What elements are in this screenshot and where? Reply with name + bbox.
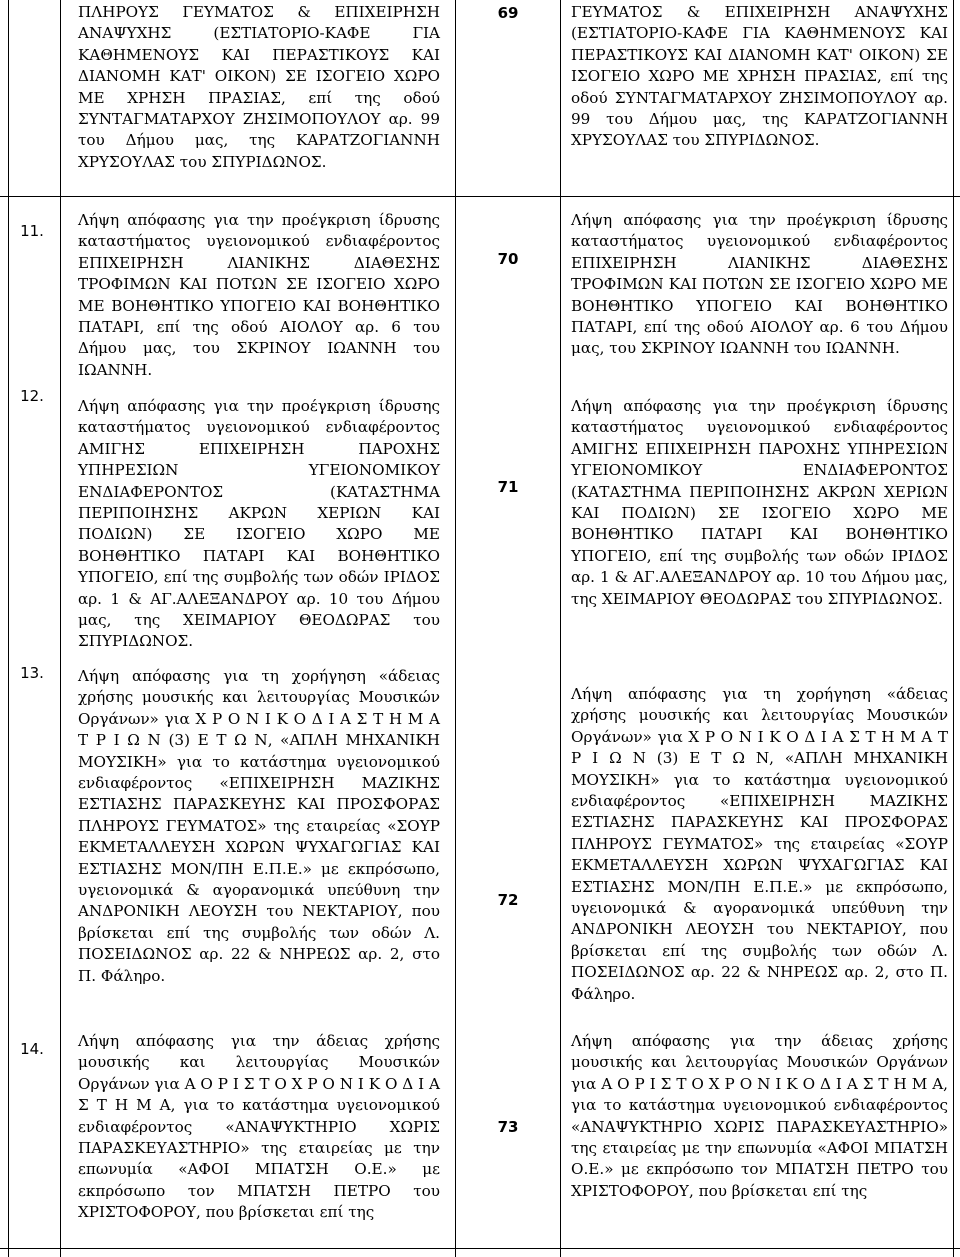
row-divider-1 (0, 196, 960, 197)
item-text-right: Λήψη απόφασης για την άδειας χρήσης μουσικής και λειτουργίας Μουσικών Οργάνων για Α Ο Ρ Ι Σ Τ Ο Χ Ρ Ο Ν Ι Κ Ο Δ Ι Α Σ Τ Η Μ Α, για το κατάστημα υγειονομικού ενδιαφέροντος «ΑΝΑΨΥΚΤΗΡΙΟ ΧΩΡΙΣ ΠΑΡΑΣΚΕΥΑΣΤΗΡΙΟ» της εταιρείας με την επωνυμία «ΑΦΟΙ ΜΠΑΤΣΗ Ο.Ε.» με εκπρόσωπο τον ΜΠΑΤΣΗ ΠΕΤΡΟ του ΧΡΙΣΤΟΦΟΡΟΥ, που βρίσκεται επί της (571, 1032, 948, 1200)
item-text-right: Λήψη απόφασης για τη χορήγηση «άδειας χρήσης μουσικής και λειτουργίας Μουσικών Οργάνων» για Χ Ρ Ο Ν Ι Κ Ο Δ Ι Α Σ Τ Η Μ Α Τ Ρ Ι Ω Ν (3) Ε Τ Ω Ν, «ΑΠΛΗ ΜΗΧΑΝΙΚΗ ΜΟΥΣΙΚΗ» για το κατάστημα υγειονομικού ενδιαφέροντος «ΕΠΙΧΕΙΡΗΣΗ ΜΑΖΙΚΗΣ ΕΣΤΙΑΣΗΣ ΠΑΡΑΣΚΕΥΗΣ ΚΑΙ ΠΡΟΣΦΟΡΑΣ ΠΛΗΡΟΥΣ ΓΕΥΜΑΤΟΣ» της εταιρείας «ΣΟΥΡ ΕΚΜΕΤΑΛΛΕΥΣΗ ΧΩΡΩΝ ΨΥΧΑΓΩΓΙΑΣ ΚΑΙ ΕΣΤΙΑΣΗΣ ΜΟΝ/ΠΗ Ε.Π.Ε.» με εκπρόσωπο, υγειονομικά & αγορανομικά υπεύθυνη την ΑΝΔΡΟΝΙΚΗ ΛΕΟΥΣΗ του ΝΕΚΤΑΡΙΟΥ, που βρίσκεται επί της συμβολής των οδών Λ. ΠΟΣΕΙΔΩΝΟΣ αρ. 22 & ΝΗΡΕΩΣ αρ. 2, στο Π. Φάληρο. (571, 685, 948, 1003)
item-text-right: Λήψη απόφασης για την προέγκριση ίδρυσης καταστήματος υγειονομικού ενδιαφέροντος ΕΠΙΧΕΙΡΗΣΗ ΛΙΑΝΙΚΗΣ ΔΙΑΘΕΣΗΣ ΤΡΟΦΙΜΩΝ ΚΑΙ ΠΟΤΩΝ ΣΕ ΙΣΟΓΕΙΟ ΧΩΡΟ ΜΕ ΒΟΗΘΗΤΙΚΟ ΥΠΟΓΕΙΟ ΚΑΙ ΒΟΗΘΗΤΙΚΟ ΠΑΤΑΡΙ, επί της οδού ΑΙΟΛΟΥ αρ. 6 του Δήμου μας, του ΣΚΡΙΝΟΥ ΙΩΑΝΝΗ του ΙΩΑΝΝΗ. (571, 211, 948, 358)
item-number: 13. (20, 664, 44, 682)
item-text-right: Λήψη απόφασης για την προέγκριση ίδρυσης καταστήματος υγειονομικού ενδιαφέροντος ΑΜΙΓΗΣ ΕΠΙΧΕΙΡΗΣΗ ΠΑΡΟΧΗΣ ΥΠΗΡΕΣΙΩΝ ΥΓΕΙΟΝΟΜΙΚΟΥ ΕΝΔΙΑΦΕΡΟΝΤΟΣ (ΚΑΤΑΣΤΗΜΑ ΠΕΡΙΠΟΙΗΣΗΣ ΑΚΡΩΝ ΧΕΡΙΩΝ ΚΑΙ ΠΟΔΙΩΝ) ΣΕ ΙΣΟΓΕΙΟ ΧΩΡΟ ΜΕ ΒΟΗΘΗΤΙΚΟ ΠΑΤΑΡΙ ΚΑΙ ΒΟΗΘΗΤΙΚΟ ΥΠΟΓΕΙΟ, επί της συμβολής των οδών ΙΡΙΔΟΣ αρ. 1 & ΑΓ.ΑΛΕΞΑΝΔΡΟΥ αρ. 10 του Δήμου μας, της ΧΕΙΜΑΡΙΟΥ ΘΕΟΔΩΡΑΣ του ΣΠΥΡΙΔΩΝΟΣ. (571, 397, 948, 608)
decision-number: 71 (497, 478, 519, 496)
decision-number: 72 (497, 891, 519, 909)
item-text-right: ΓΕΥΜΑΤΟΣ & ΕΠΙΧΕΙΡΗΣΗ ΑΝΑΨΥΧΗΣ (ΕΣΤΙΑΤΟΡΙΟ-ΚΑΦΕ ΓΙΑ ΚΑΘΗΜΕΝΟΥΣ ΚΑΙ ΠΕΡΑΣΤΙΚΟΥΣ ΚΑΙ ΔΙΑΝΟΜΗ ΚΑΤ' ΟΙΚΟΝ) ΣΕ ΙΣΟΓΕΙΟ ΧΩΡΟ ΜΕ ΧΡΗΣΗ ΠΡΑΣΙΑΣ, επί της οδού ΣΥΝΤΑΓΜΑΤΑΡΧΟΥ ΖΗΣΙΜΟΠΟΥΛΟΥ αρ. 99 του Δήμου μας, της ΚΑΡΑΤΖΟΓΙΑΝΝΗ ΧΡΥΣΟΥΛΑΣ του ΣΠΥΡΙΔΩΝΟΣ. (571, 3, 948, 150)
column-divider-2 (455, 0, 456, 1257)
item-number: 14. (20, 1040, 44, 1058)
column-divider-1 (60, 0, 61, 1257)
table-border-right (953, 0, 954, 1257)
item-text-left: Λήψη απόφασης για την προέγκριση ίδρυσης καταστήματος υγειονομικού ενδιαφέροντος ΑΜΙΓΗΣ ΕΠΙΧΕΙΡΗΣΗ ΠΑΡΟΧΗΣ ΥΠΗΡΕΣΙΩΝ ΥΓΕΙΟΝΟΜΙΚΟΥ ΕΝΔΙΑΦΕΡΟΝΤΟΣ (ΚΑΤΑΣΤΗΜΑ ΠΕΡΙΠΟΙΗΣΗΣ ΑΚΡΩΝ ΧΕΡΙΩΝ ΚΑΙ ΠΟΔΙΩΝ) ΣΕ ΙΣΟΓΕΙΟ ΧΩΡΟ ΜΕ ΒΟΗΘΗΤΙΚΟ ΠΑΤΑΡΙ ΚΑΙ ΒΟΗΘΗΤΙΚΟ ΥΠΟΓΕΙΟ, επί της συμβολής των οδών ΙΡΙΔΟΣ αρ. 1 & ΑΓ.ΑΛΕΞΑΝΔΡΟΥ αρ. 10 του Δήμου μας, της ΧΕΙΜΑΡΙΟΥ ΘΕΟΔΩΡΑΣ του ΣΠΥΡΙΔΩΝΟΣ. (78, 397, 440, 651)
decision-number: 70 (497, 250, 519, 268)
table-border-bottom (0, 1248, 960, 1249)
item-text-left: Λήψη απόφασης για την προέγκριση ίδρυσης καταστήματος υγειονομικού ενδιαφέροντος ΕΠΙΧΕΙΡΗΣΗ ΛΙΑΝΙΚΗΣ ΔΙΑΘΕΣΗΣ ΤΡΟΦΙΜΩΝ ΚΑΙ ΠΟΤΩΝ ΣΕ ΙΣΟΓΕΙΟ ΧΩΡΟ ΜΕ ΒΟΗΘΗΤΙΚΟ ΥΠΟΓΕΙΟ ΚΑΙ ΒΟΗΘΗΤΙΚΟ ΠΑΤΑΡΙ, επί της οδού ΑΙΟΛΟΥ αρ. 6 του Δήμου μας, του ΣΚΡΙΝΟΥ ΙΩΑΝΝΗ του ΙΩΑΝΝΗ. (78, 211, 440, 379)
item-text-left: Λήψη απόφασης για τη χορήγηση «άδειας χρήσης μουσικής και λειτουργίας Μουσικών Οργάνων» για Χ Ρ Ο Ν Ι Κ Ο Δ Ι Α Σ Τ Η Μ Α Τ Ρ Ι Ω Ν (3) Ε Τ Ω Ν, «ΑΠΛΗ ΜΗΧΑΝΙΚΗ ΜΟΥΣΙΚΗ» για το κατάστημα υγειονομικού ενδιαφέροντος «ΕΠΙΧΕΙΡΗΣΗ ΜΑΖΙΚΗΣ ΕΣΤΙΑΣΗΣ ΠΑΡΑΣΚΕΥΗΣ ΚΑΙ ΠΡΟΣΦΟΡΑΣ ΠΛΗΡΟΥΣ ΓΕΥΜΑΤΟΣ» της εταιρείας «ΣΟΥΡ ΕΚΜΕΤΑΛΛΕΥΣΗ ΧΩΡΩΝ ΨΥΧΑΓΩΓΙΑΣ ΚΑΙ ΕΣΤΙΑΣΗΣ ΜΟΝ/ΠΗ Ε.Π.Ε.» με εκπρόσωπο, υγειονομικά & αγορανομικά υπεύθυνη την ΑΝΔΡΟΝΙΚΗ ΛΕΟΥΣΗ του ΝΕΚΤΑΡΙΟΥ, που βρίσκεται επί της συμβολής των οδών Λ. ΠΟΣΕΙΔΩΝΟΣ αρ. 22 & ΝΗΡΕΩΣ αρ. 2, στο Π. Φάληρο. (78, 667, 440, 985)
decision-number: 69 (497, 4, 519, 22)
column-divider-3 (560, 0, 561, 1257)
item-text-left: ΠΛΗΡΟΥΣ ΓΕΥΜΑΤΟΣ & ΕΠΙΧΕΙΡΗΣΗ ΑΝΑΨΥΧΗΣ (ΕΣΤΙΑΤΟΡΙΟ-ΚΑΦΕ ΓΙΑ ΚΑΘΗΜΕΝΟΥΣ ΚΑΙ ΠΕΡΑΣΤΙΚΟΥΣ ΚΑΙ ΔΙΑΝΟΜΗ ΚΑΤ' ΟΙΚΟΝ) ΣΕ ΙΣΟΓΕΙΟ ΧΩΡΟ ΜΕ ΧΡΗΣΗ ΠΡΑΣΙΑΣ, επί της οδού ΣΥΝΤΑΓΜΑΤΑΡΧΟΥ ΖΗΣΙΜΟΠΟΥΛΟΥ αρ. 99 του Δήμου μας, της ΚΑΡΑΤΖΟΓΙΑΝΝΗ ΧΡΥΣΟΥΛΑΣ του ΣΠΥΡΙΔΩΝΟΣ. (78, 3, 440, 171)
decision-number: 73 (497, 1118, 519, 1136)
item-number: 11. (20, 222, 44, 240)
item-number: 12. (20, 387, 44, 405)
item-text-left: Λήψη απόφασης για την άδειας χρήσης μουσικής και λειτουργίας Μουσικών Οργάνων για Α Ο Ρ Ι Σ Τ Ο Χ Ρ Ο Ν Ι Κ Ο Δ Ι Α Σ Τ Η Μ Α, για το κατάστημα υγειονομικού ενδιαφέροντος «ΑΝΑΨΥΚΤΗΡΙΟ ΧΩΡΙΣ ΠΑΡΑΣΚΕΥΑΣΤΗΡΙΟ» της εταιρείας με την επωνυμία «ΑΦΟΙ ΜΠΑΤΣΗ Ο.Ε.» με εκπρόσωπο τον ΜΠΑΤΣΗ ΠΕΤΡΟ του ΧΡΙΣΤΟΦΟΡΟΥ, που βρίσκεται επί της (78, 1032, 440, 1222)
table-border-left (8, 0, 9, 1257)
